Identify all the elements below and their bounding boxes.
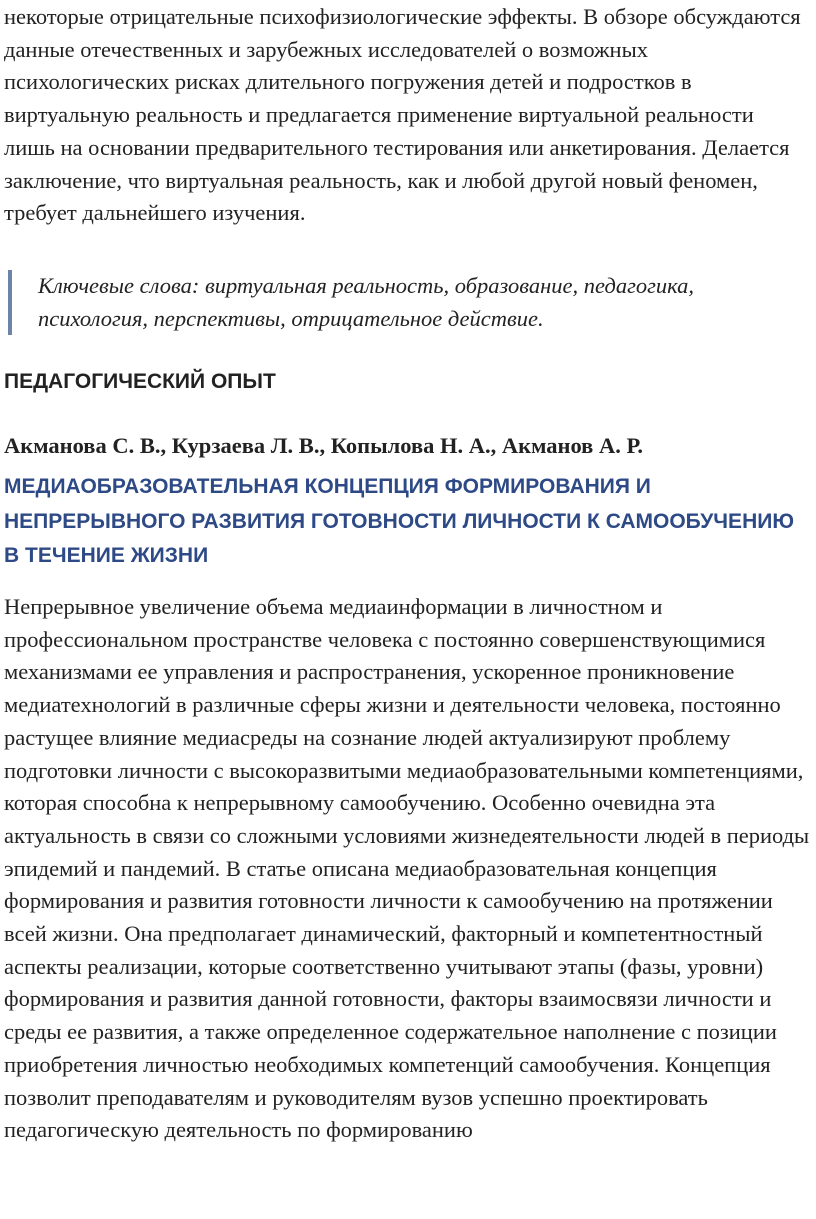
intro-paragraph: некоторые отрицательные психофизиологические эффекты. В обзоре обсуждаются данные отечественных и зарубежных исследователей о возможных психологических рисках длительного погружения детей и подростков в виртуальную реальность и предлагается применение виртуальной реальности лишь на основании предварительного тестирования или анкетирования. Делается заключение, что виртуальная реальность, как и любой другой новый феномен, требует дальнейшего изучения.	[4, 4, 801, 226]
article-abstract: Непрерывное увеличение объема медиаинформации в личностном и профессиональном пространстве человека с постоянно совершенствующимися механизмами ее управления и распространения, ускоренное проникновение медиатехнологий в различные сферы жизни и деятельности человека, постоянно растущее влияние медиасреды на сознание людей актуализируют проблему подготовки личности с высокоразвитыми медиаобразовательными компетенциями, которая способна к непрерывному самообучению. Особенно очевидна эта актуальность в связи со сложными условиями жизнедеятельности людей в периоды эпидемий и пандемий. В статье описана медиаобразовательная концепция формирования и развития готовности личности к самообучению на протяжении всей жизни. Она предполагает динамический, факторный и компетентностный аспекты реализации, которые соответственно учитывают этапы (фазы, уровни) формирования и развития данной готовности, факторы взаимосвязи личности и среды ее развития, а также определенное содержательное наполнение с позиции приобретения личностью необходимых компетенций самообучения. Концепция позволит преподавателям и руководителям вузов успешно проектировать педагогическую деятельность по формированию	[4, 594, 810, 1143]
section-heading: ПЕДАГОГИЧЕСКИЙ ОПЫТ	[4, 370, 276, 393]
article-authors: Акманова С. В., Курзаева Л. В., Копылова Н. А., Акманов А. Р.	[4, 433, 643, 458]
keywords-blockquote: Ключевые слова: виртуальная реальность, образование, педагогика, психология, перспективы, отрицательное действие.	[8, 270, 806, 335]
article-title: МЕДИАОБРАЗОВАТЕЛЬНАЯ КОНЦЕПЦИЯ ФОРМИРОВАНИЯ И НЕПРЕРЫВНОГО РАЗВИТИЯ ГОТОВНОСТИ ЛИЧНОСТИ К САМООБУЧЕНИЮ В ТЕЧЕНИЕ ЖИЗНИ	[4, 475, 794, 567]
